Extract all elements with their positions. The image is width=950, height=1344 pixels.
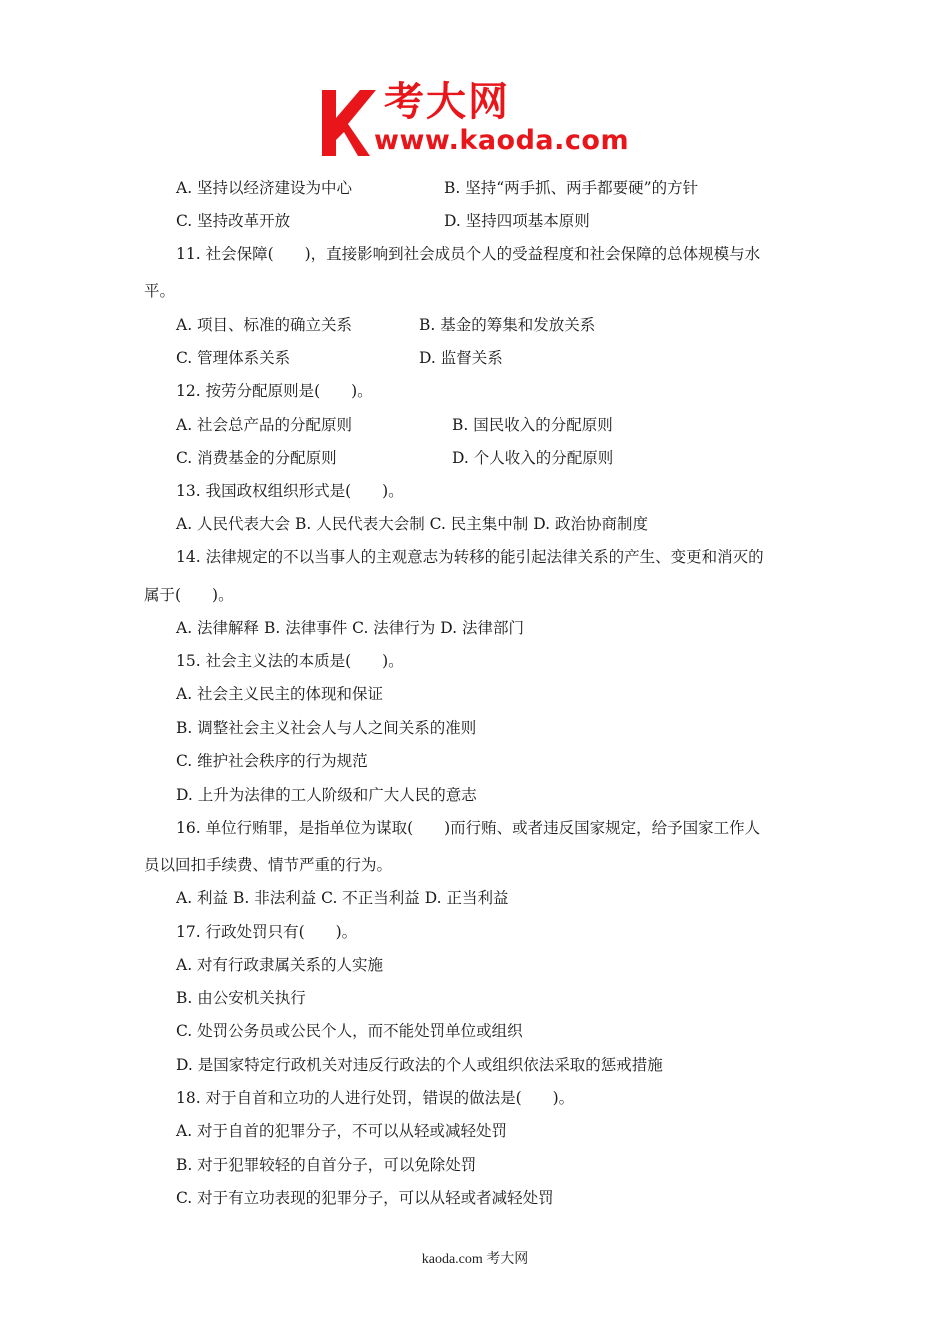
text-line: 平。 bbox=[144, 282, 176, 300]
text-line: B. 由公安机关执行 bbox=[176, 989, 306, 1007]
text-line: C. 坚持改革开放 bbox=[176, 212, 291, 230]
text-line: 13. 我国政权组织形式是( )。 bbox=[176, 482, 404, 500]
text-line: A. 项目、标准的确立关系 bbox=[176, 316, 353, 334]
logo-k-mark bbox=[318, 84, 382, 162]
text-line: D. 监督关系 bbox=[419, 349, 503, 367]
text-line: 17. 行政处罚只有( )。 bbox=[176, 923, 358, 941]
text-line: D. 是国家特定行政机关对违反行政法的个人或组织依法采取的惩戒措施 bbox=[176, 1056, 663, 1074]
text-line: D. 个人收入的分配原则 bbox=[452, 449, 614, 467]
text-line: D. 坚持四项基本原则 bbox=[444, 212, 590, 230]
page-footer: kaoda.com 考大网 bbox=[421, 1252, 529, 1267]
text-line: D. 上升为法律的工人阶级和广大人民的意志 bbox=[176, 786, 477, 804]
text-line: 员以回扣手续费、情节严重的行为。 bbox=[144, 856, 393, 874]
text-line: 16. 单位行贿罪，是指单位为谋取( )而行贿、或者违反国家规定，给予国家工作人 bbox=[176, 819, 761, 837]
text-line: C. 处罚公务员或公民个人，而不能处罚单位或组织 bbox=[176, 1022, 523, 1040]
logo-url: www.kaoda.com bbox=[374, 125, 630, 156]
text-line: C. 维护社会秩序的行为规范 bbox=[176, 752, 368, 770]
text-line: 12. 按劳分配原则是( )。 bbox=[176, 382, 373, 400]
text-line: B. 国民收入的分配原则 bbox=[452, 416, 613, 434]
kaoda-logo bbox=[318, 78, 638, 162]
logo-chinese-name: 考大网 bbox=[384, 79, 510, 125]
text-line: A. 人民代表大会 B. 人民代表大会制 C. 民主集中制 D. 政治协商制度 bbox=[176, 515, 648, 533]
text-line: 属于( )。 bbox=[144, 586, 234, 604]
text-line: A. 对于自首的犯罪分子，不可以从轻或减轻处罚 bbox=[176, 1122, 508, 1140]
text-line: C. 消费基金的分配原则 bbox=[176, 449, 337, 467]
text-line: 11. 社会保障( )，直接影响到社会成员个人的受益程度和社会保障的总体规模与水 bbox=[176, 245, 761, 263]
text-line: A. 法律解释 B. 法律事件 C. 法律行为 D. 法律部门 bbox=[176, 619, 524, 637]
text-line: C. 对于有立功表现的犯罪分子，可以从轻或者减轻处罚 bbox=[176, 1189, 554, 1207]
text-line: 14. 法律规定的不以当事人的主观意志为转移的能引起法律关系的产生、变更和消灭的 bbox=[176, 548, 764, 566]
text-line: C. 管理体系关系 bbox=[176, 349, 291, 367]
text-line: A. 对有行政隶属关系的人实施 bbox=[176, 956, 384, 974]
text-line: A. 利益 B. 非法利益 C. 不正当利益 D. 正当利益 bbox=[176, 889, 509, 907]
text-line: B. 对于犯罪较轻的自首分子，可以免除处罚 bbox=[176, 1156, 477, 1174]
text-line: B. 调整社会主义社会人与人之间关系的准则 bbox=[176, 719, 477, 737]
text-line: B. 坚持“两手抓、两手都要硬”的方针 bbox=[444, 179, 699, 197]
text-line: 15. 社会主义法的本质是( )。 bbox=[176, 652, 404, 670]
text-line: A. 社会主义民主的体现和保证 bbox=[176, 685, 384, 703]
text-line: A. 社会总产品的分配原则 bbox=[176, 416, 353, 434]
text-line: A. 坚持以经济建设为中心 bbox=[176, 179, 353, 197]
text-line: B. 基金的筹集和发放关系 bbox=[419, 316, 596, 334]
text-line: 18. 对于自首和立功的人进行处罚，错误的做法是( )。 bbox=[176, 1089, 575, 1107]
